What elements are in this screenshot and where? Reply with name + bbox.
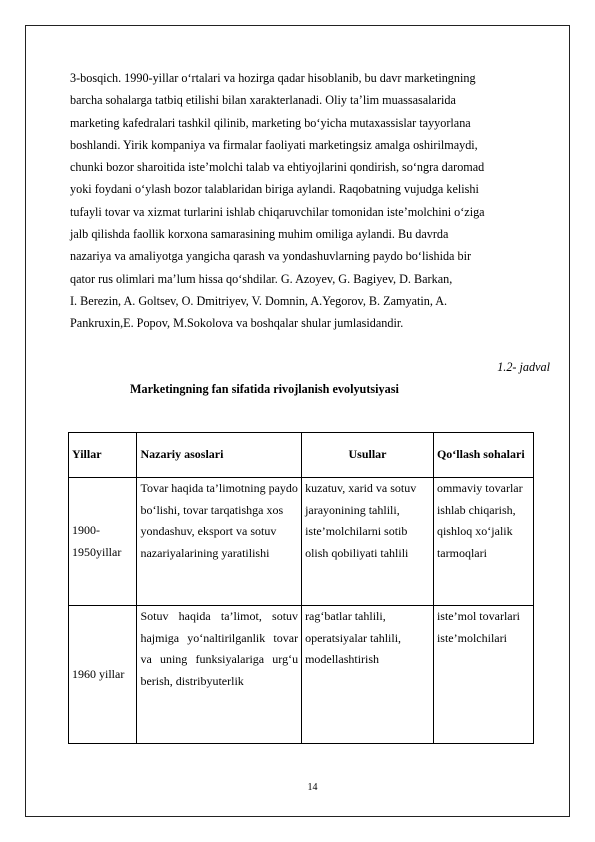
paragraph-line: I. Berezin, A. Goltsev, O. Dmitriyev, V. Domnin, A.Yegorov, B. Zamyatin, A. <box>70 293 448 308</box>
cell-areas: ommaviy tovarlar ishlab chiqarish, qishloq xo‘jalik tarmoqlari <box>433 478 533 606</box>
header-years: Yillar <box>69 433 137 478</box>
paragraph-line: jalb qilishda faollik korxona samarasining muhim omiliga aylandi. Bu davrda <box>70 227 449 242</box>
paragraph-line: barcha sohalarga tatbiq etilishi bilan xarakterlanadi. Oliy ta’lim muassasalarida <box>70 93 456 108</box>
table-row <box>69 478 534 606</box>
cell-theory: Tovar haqida ta’limotning paydo bo‘lishi, tovar tarqatishga xos yondashuv, eksport va sotuv nazariyalarining yaratilishi <box>137 478 302 606</box>
cell-areas: iste’mol tovarlari iste’molchilari <box>433 606 533 744</box>
table-caption: 1.2- jadval <box>497 360 550 374</box>
paragraph-line: chunki bozor sharoitida iste’molchi talab va ehtiyojlarini qondirish, so‘ngra daromad <box>70 160 485 175</box>
table-row <box>69 606 534 744</box>
paragraph-line: 3-bosqich. 1990-yillar o‘rtalari va hozirga qadar hisoblanib, bu davr marketingning <box>70 71 476 85</box>
cell-period: 1900-1950yillar <box>69 478 137 606</box>
page-number: 14 <box>307 782 318 793</box>
cell-period: 1960 yillar <box>69 606 137 744</box>
paragraph-line: Pankruxin,E. Popov, M.Sokolova va boshqalar shular jumlasidandir. <box>70 316 404 331</box>
paragraph-line: yoki foydani o‘ylash bozor talablaridan biriga aylandi. Raqobatning vujudga kelishi <box>70 182 479 197</box>
evolution-table <box>68 432 534 744</box>
header-methods: Usullar <box>302 433 434 478</box>
table-header-row <box>69 433 534 478</box>
paragraph-line: tufayli tovar va xizmat turlarini ishlab chiqaruvchilar tomonidan iste’molchini o‘ziga <box>70 204 485 219</box>
paragraph-line: nazariya va amaliyotga yangicha qarash va yondashuvlarning paydo bo‘lishida bir <box>70 249 472 264</box>
cell-methods: kuzatuv, xarid va sotuv jarayonining tahlili, iste’molchilarni sotib olish qobiliyati tahlili <box>302 478 434 606</box>
cell-methods: rag‘batlar tahlili, operatsiyalar tahlili, modellashtirish <box>302 606 434 744</box>
header-theory: Nazariy asoslari <box>137 433 302 478</box>
paragraph-line: boshlandi. Yirik kompaniya va firmalar faoliyati marketingsiz amalga oshirilmaydi, <box>70 137 478 152</box>
paragraph-line: qator rus olimlari ma’lum hissa qo‘shdilar. G. Azoyev, G. Bagiyev, D. Barkan, <box>70 271 453 286</box>
table-title: Marketingning fan sifatida rivojlanish evolyutsiyasi <box>130 382 399 396</box>
paragraph-line: marketing kafedralari tashkil qilinib, marketing bo‘yicha mutaxassislar tayyorlana <box>70 115 471 130</box>
cell-theory: Sotuv haqida ta’limot, sotuv hajmiga yo‘naltirilganlik tovar va uning funksiyalariga urg‘u berish, distribyuterlik <box>137 606 302 744</box>
header-areas: Qo‘llash sohalari <box>433 433 533 478</box>
body-paragraph <box>70 67 550 335</box>
